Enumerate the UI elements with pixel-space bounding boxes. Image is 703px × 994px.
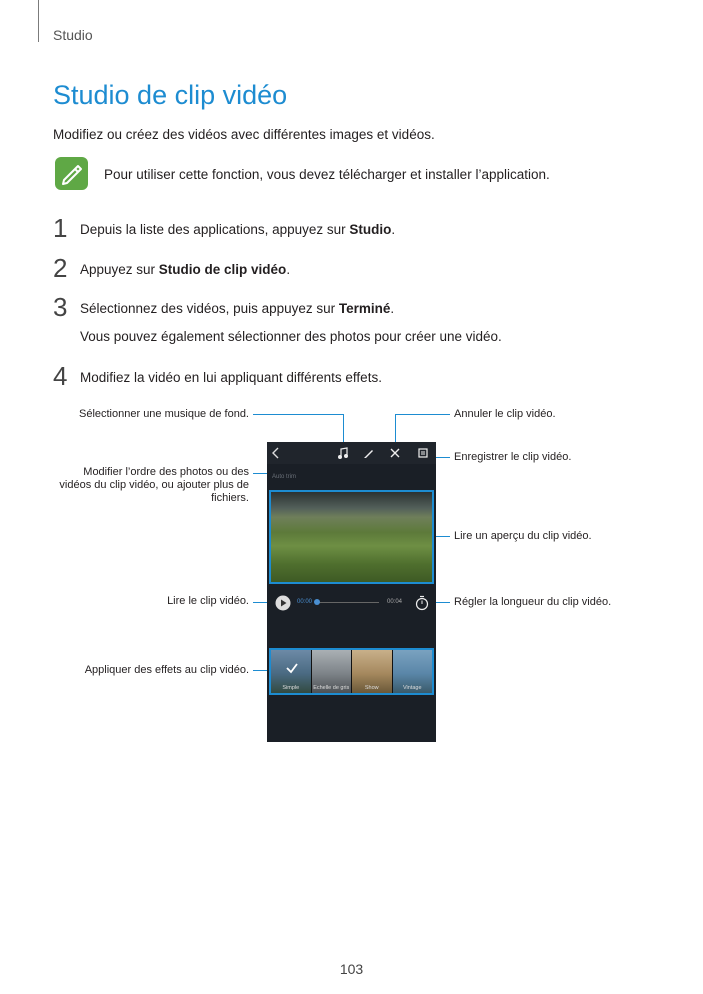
close-icon[interactable] [389,447,401,459]
callout-save: Enregistrer le clip vidéo. [454,451,572,463]
effect-thumbnail[interactable] [393,650,433,693]
callout-effects: Appliquer des effets au clip vidéo. [84,664,249,676]
callout-cancel: Annuler le clip vidéo. [454,408,556,420]
video-preview[interactable] [269,490,434,584]
step-number: 1 [53,213,68,243]
effect-label: Show [364,685,379,691]
intro-text: Modifiez ou créez des vidéos avec différentes images et vidéos. [53,127,435,142]
save-icon[interactable] [417,447,429,459]
time-end: 00:04 [387,599,403,605]
timer-icon[interactable] [414,594,430,611]
playback-controls [267,592,436,614]
effect-thumbnail[interactable] [352,650,393,693]
step-number: 4 [53,361,68,391]
step-text: Sélectionnez des vidéos, puis appuyez sur Terminé. [80,301,395,316]
step-number: 2 [53,253,68,283]
trim-label: Auto trim [272,474,297,480]
pencil-icon[interactable] [363,447,375,459]
effect-label: Echelle de gris [313,685,350,691]
progress-handle[interactable] [314,599,320,605]
app-top-bar [267,442,436,464]
time-start: 00:00 [297,599,313,605]
effect-label: Vintage [402,685,422,691]
callout-play: Lire le clip vidéo. [167,595,249,607]
effect-thumbnail[interactable] [312,650,353,693]
page-title: Studio de clip vidéo [53,80,288,110]
note-icon [55,157,88,190]
step-text: Depuis la liste des applications, appuyez sur Studio. [80,222,396,237]
effects-strip [269,648,434,695]
step-text: Appuyez sur Studio de clip vidéo. [80,262,291,277]
callout-line [395,414,450,415]
step-extra-text: Vous pouvez également sélectionner des photos pour créer une vidéo. [80,329,502,344]
note-text: Pour utiliser cette fonction, vous devez télécharger et installer l’application. [104,167,550,182]
step-text: Modifiez la vidéo en lui appliquant différents effets. [80,370,382,385]
callout-length: Régler la longueur du clip vidéo. [454,596,612,608]
callout-line [253,414,343,415]
play-icon[interactable] [275,595,291,611]
callout-reorder: Modifier l’ordre des photos ou des vidéos du clip vidéo, ou ajouter plus de fichiers. [59,466,249,504]
page-number: 103 [339,961,364,977]
section-label: Studio [53,27,93,43]
callout-preview: Lire un aperçu du clip vidéo. [454,530,592,542]
effect-label: Simple [282,685,300,691]
trim-bar [267,470,436,484]
checkmark-icon [285,662,299,674]
step-number: 3 [53,292,68,322]
header-rule [38,0,39,42]
phone-screenshot [267,442,436,742]
callout-music: Sélectionner une musique de fond. [78,408,249,420]
back-icon[interactable] [271,447,281,459]
callout-line [436,536,450,537]
effect-thumbnail[interactable] [271,650,312,693]
music-note-icon[interactable] [337,446,349,460]
progress-track[interactable] [317,602,379,603]
